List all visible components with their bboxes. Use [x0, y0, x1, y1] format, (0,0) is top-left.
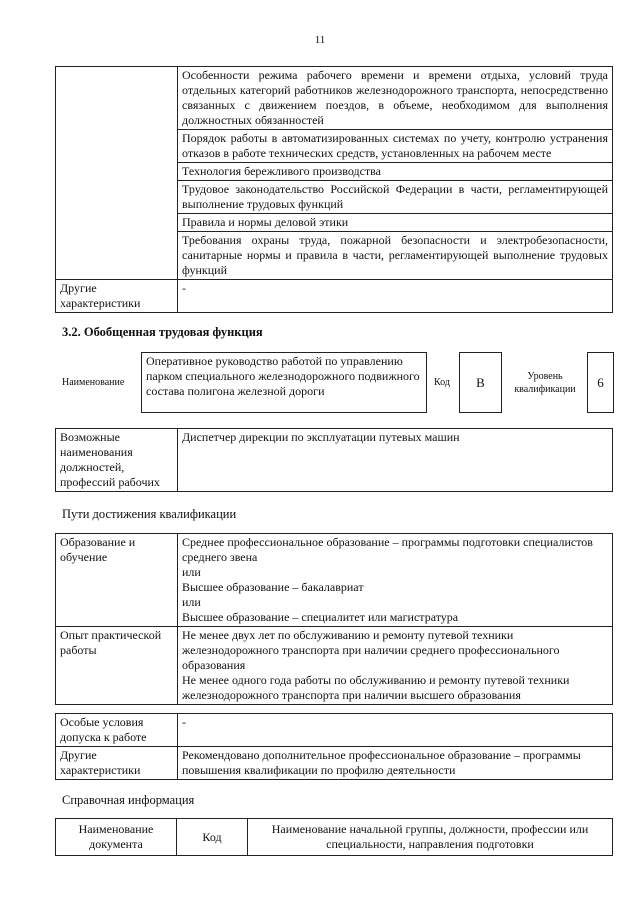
function-name-label: Наименование: [62, 377, 125, 388]
experience-value: [178, 627, 613, 705]
knowledge-row: Порядок работы в автоматизированных системах по учету, контролю устранения отказов в работе технических средств, установленных на рабочем месте: [178, 130, 613, 163]
other-chars-label: Другие характеристики: [56, 747, 178, 780]
knowledge-row: Особенности режима рабочего времени и времени отдыха, условий труда отдельных категорий работников железнодорожного транспорта, непосредственно связанных с движением поездов, в объеме, необходимом для выполнения должностных обязанностей: [178, 67, 613, 130]
code-value: В: [459, 352, 502, 413]
knowledge-row: Требования охраны труда, пожарной безопасности и электробезопасности, санитарные нормы и правила в части, регламентирующей выполнение трудовых функций: [178, 232, 613, 280]
experience-line: Не менее двух лет по обслуживанию и ремонту путевой техники железнодорожного транспорта при наличии среднего профессионального образования: [182, 628, 560, 672]
special-conditions-label: Особые условия допуска к работе: [56, 714, 178, 747]
other-chars-value: Рекомендовано дополнительное профессиональное образование – программы повышения квалификации по профилю деятельности: [178, 747, 613, 780]
level-value: 6: [587, 352, 614, 413]
level-label: Уровень квалификации: [514, 371, 576, 395]
education-value: [178, 534, 613, 627]
paths-heading: Пути достижения квалификации: [62, 507, 237, 521]
code-label: Код: [434, 377, 450, 388]
experience-line: Не менее одного года работы по обслуживанию и ремонту путевой техники железнодорожного транспорта при наличии высшего образования: [182, 673, 570, 702]
page-number: 11: [314, 34, 326, 46]
education-line: или: [182, 595, 201, 609]
education-line: Высшее образование – специалитет или магистратура: [182, 610, 459, 624]
reference-heading: Справочная информация: [62, 793, 195, 807]
reference-table: [55, 818, 613, 856]
positions-label: Возможные наименования должностей, профессий рабочих: [56, 429, 178, 492]
knowledge-row: Трудовое законодательство Российской Федерации в части, регламентирующей выполнение трудовых функций: [178, 181, 613, 214]
special-conditions-value: -: [178, 714, 613, 747]
experience-label: Опыт практической работы: [56, 627, 178, 705]
knowledge-table: [55, 66, 613, 313]
section-title: 3.2. Обобщенная трудовая функция: [62, 325, 263, 339]
function-name-value: Оперативное руководство работой по управлению парком специального железнодорожного подвижного состава полигона железной дороги: [141, 352, 427, 413]
reference-header-document: Наименование документа: [56, 819, 177, 856]
education-line: Высшее образование – бакалавриат: [182, 580, 364, 594]
knowledge-row: Технология бережливого производства: [178, 163, 613, 181]
other-characteristics-label: Другие характеристики: [56, 280, 178, 313]
positions-value: Диспетчер дирекции по эксплуатации путевых машин: [178, 429, 613, 492]
education-line: Среднее профессиональное образование – программы подготовки специалистов среднего звена: [182, 535, 593, 564]
reference-header-code: Код: [177, 819, 248, 856]
conditions-table: [55, 713, 613, 780]
knowledge-row: Правила и нормы деловой этики: [178, 214, 613, 232]
positions-table: [55, 428, 613, 492]
knowledge-label-cell: [56, 67, 178, 280]
other-characteristics-value: -: [178, 280, 613, 313]
education-label: Образование и обучение: [56, 534, 178, 627]
reference-header-name: Наименование начальной группы, должности, профессии или специальности, направления подготовки: [248, 819, 613, 856]
qualification-table: [55, 533, 613, 705]
education-line: или: [182, 565, 201, 579]
